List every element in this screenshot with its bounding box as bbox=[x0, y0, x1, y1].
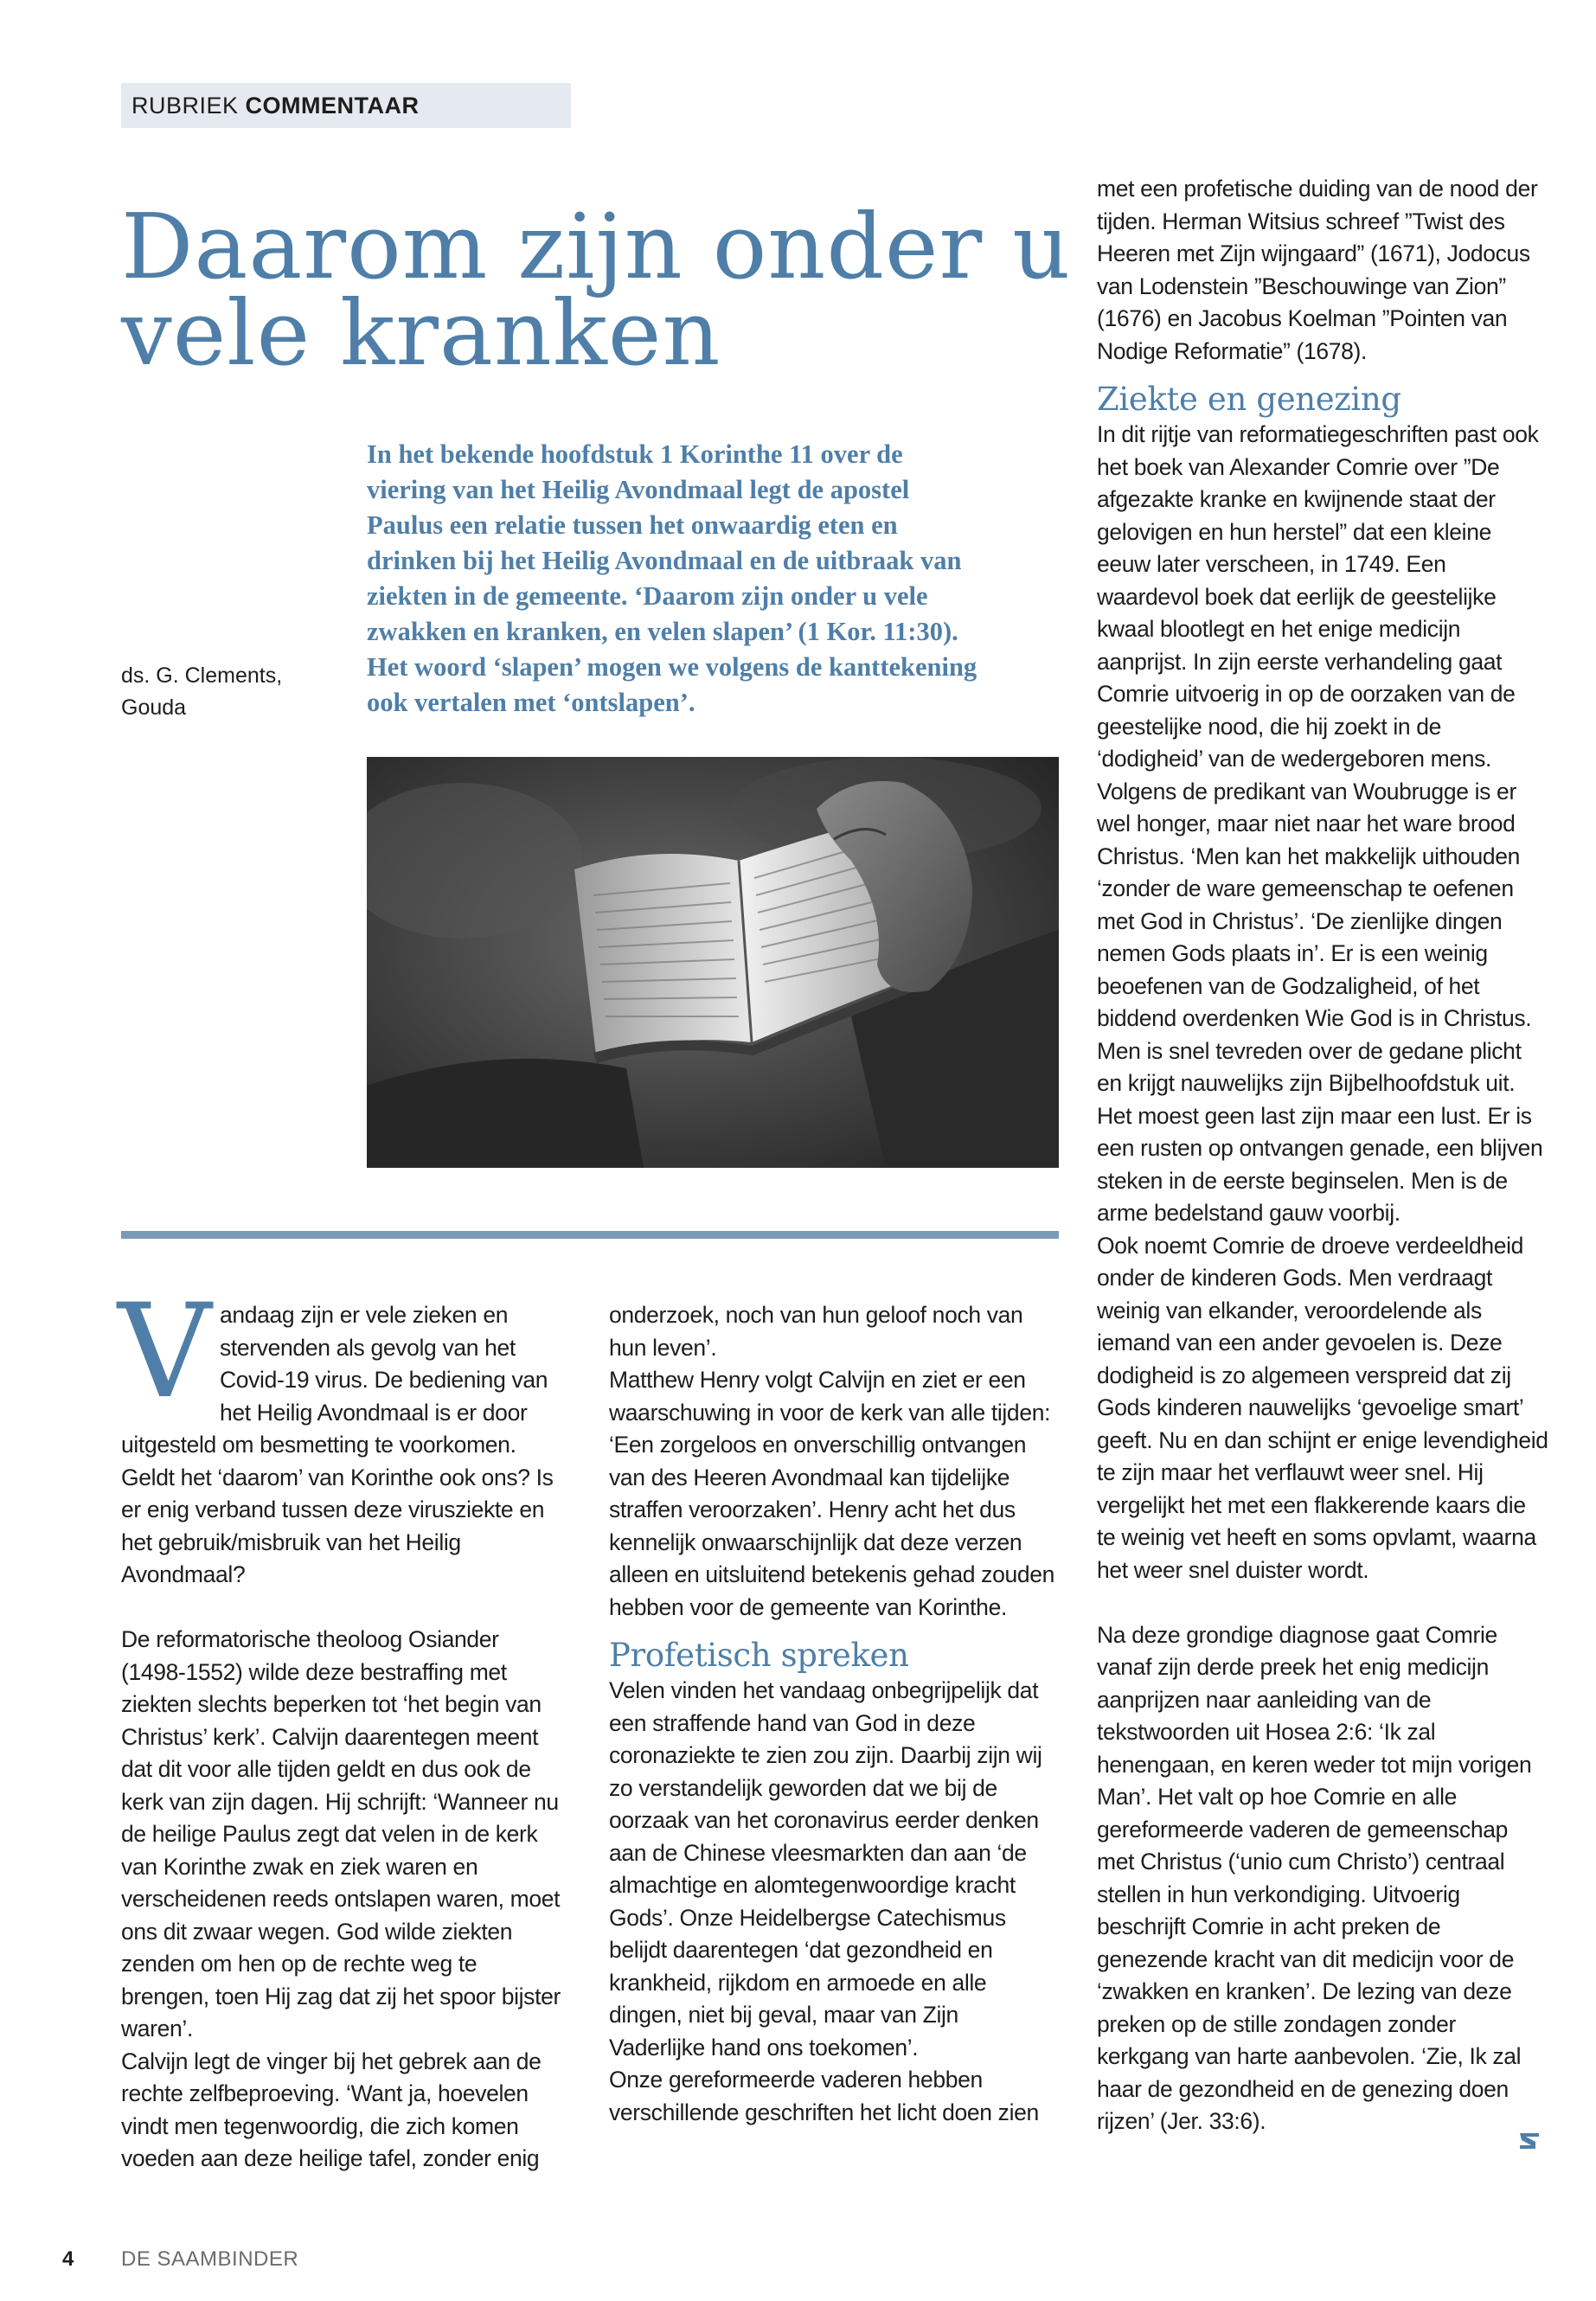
title-line-1: Daarom zijn onder u bbox=[121, 194, 1072, 299]
paragraph: In dit rijtje van reformatiegeschriften past ook het boek van Alexander Comrie over ”De afgezakte kranke en kwijnende staat der gelovigen en hun herstel” dat een kleine eeuw later verscheen, in 1749. Een waardevol boek dat eerlijk de geestelijke kwaal blootlegt en het enige medicijn aanprijst. In zijn eerste verhandeling gaat Comrie uitvoerig in op de oorzaken van de geestelijke nood, die hij zoekt in de ‘dodigheid’ van de wedergeboren mens. bbox=[1097, 421, 1539, 772]
paragraph: Onze gereformeerde vaderen hebben verschillende geschriften het licht doen zien bbox=[609, 2067, 1039, 2125]
paragraph: Matthew Henry volgt Calvijn en ziet er een waarschuwing in voor de kerk van alle tijden: ‘Een zorgeloos en onverschillig ontvangen van des Heeren Avondmaal kan tijdelijke straffen veroorzaken’. Henry acht het dus kennelijk onwaarschijnlijk dat deze verzen alleen en uitsluitend betekenis gehad zouden hebben voor de gemeente van Korinthe. bbox=[609, 1367, 1055, 1620]
page-number: 4 bbox=[62, 2247, 74, 2271]
lead-line: zwakken en kranken, en velen slapen’ (1 Kor. 11:30). bbox=[367, 617, 958, 646]
paragraph: onderzoek, noch van hun geloof noch van hun leven’. bbox=[609, 1302, 1023, 1361]
lead-line: In het bekende hoofdstuk 1 Korinthe 11 over de bbox=[367, 439, 903, 469]
section-heading: Profetisch spreken bbox=[609, 1637, 909, 1674]
paragraph: Calvijn legt de vinger bij het gebrek aan de rechte zelfbeproeving. ‘Want ja, hoevelen vindt men tegenwoordig, die zich komen voeden aan deze heilige tafel, zonder enig bbox=[121, 2048, 542, 2171]
paragraph-text: andaag zijn er vele zieken en stervenden als gevolg van het Covid-19 virus. De bediening van het Heilig Avondmaal is er door uitgesteld om besmetting te voorkomen. Geldt het ‘daarom’ van Korinthe ook ons? Is er enig verband tussen deze virusziekte en het gebruik/misbruik van het Heilig Avondmaal? bbox=[121, 1302, 554, 1587]
section-divider bbox=[121, 1231, 1059, 1239]
rubric-name: COMMENTAAR bbox=[245, 93, 420, 119]
author-name: ds. G. Clements, bbox=[121, 663, 283, 688]
magazine-name: DE SAAMBINDER bbox=[121, 2247, 299, 2271]
lead-line: drinken bij het Heilig Avondmaal en de uitbraak van bbox=[367, 546, 962, 575]
paragraph: Velen vinden het vandaag onbegrijpelijk dat een straffende hand van God in deze coronaziekte te zien zou zijn. Daarbij zijn wij zo verstandelijk geworden dat we bij de oorzaak van het coronavirus eerder denken aan de Chinese vleesmarkten dan aan ‘de almachtige en alomtegenwoordige kracht Gods’. Onze Heidelbergse Catechismus belijdt daarentegen ‘dat gezondheid en krankheid, rijkdom en armoede en alle dingen, niet bij geval, maar van Zijn Vaderlijke hand ons toekomen’. bbox=[609, 1677, 1042, 2061]
paragraph: Ook noemt Comrie de droeve verdeeldheid onder de kinderen Gods. Men verdraagt weinig van elkander, veroordelende als iemand van een ander gevoelen is. Deze dodigheid is zo algemeen verspreid dat zij Gods kinderen nauwelijks ‘gevoelige smart’ geeft. Nu en dan schijnt er enige levendigheid te zijn maar het verflauwt weer snel. Hij vergelijkt het met een flakkerende kaars die te weinig vet heeft en soms opvlamt, waarna het weer snel duister wordt. bbox=[1097, 1232, 1548, 1583]
lead-line: viering van het Heilig Avondmaal legt de apostel bbox=[367, 475, 910, 504]
lead-line: Het woord ‘slapen’ mogen we volgens de kanttekening bbox=[367, 652, 977, 682]
paragraph: Na deze grondige diagnose gaat Comrie vanaf zijn derde preek het enig medicijn aanprijzen naar aanleiding van de tekstwoorden uit Hosea 2:6: ‘Ik zal henengaan, en keren weder tot mijn vorigen Man’. Het valt op hoe Comrie en alle gereformeerde vaderen de gemeenschap met Christus (‘unio cum Christo’) centraal stellen in hun verkondiging. Uitvoerig beschrijft Comrie in acht preken de genezende kracht van dit medicijn voor de ‘zwakken en kranken’. De lezing van deze preken op de stille zondagen zonder kerkgang van harte aanbevolen. ‘Zie, Ik zal haar de gezondheid en de genezing doen rijzen’ (Jer. 33:6). bbox=[1097, 1621, 1532, 2134]
author-location: Gouda bbox=[121, 695, 187, 720]
rubric-label bbox=[121, 83, 571, 128]
text-column-1 bbox=[118, 1277, 569, 2176]
author-byline bbox=[121, 660, 320, 724]
drop-cap: V bbox=[118, 1277, 211, 1427]
paragraph-gap bbox=[121, 1592, 569, 1625]
lead-line: ziekten in de gemeente. ‘Daarom zijn onder u vele bbox=[367, 581, 928, 611]
paragraph: De reformatorische theoloog Osiander (1498-1552) wilde deze bestraffing met ziekten slechts beperken tot ‘het begin van Christus’ kerk’. Calvijn daarentegen meent dat dit voor alle tijden geldt en dus ook de kerk van zijn dagen. Hij schrijft: ‘Wanneer nu de heilige Paulus zegt dat velen in de kerk van Korinthe zwak en ziek waren en verscheidenen reeds ontslapen waren, moet ons dit zwaar wegen. God wilde ziekten zenden om hen op de rechte weg te brengen, toen Hij zag dat zij het spoor bijster waren’. bbox=[121, 1626, 561, 2041]
bible-photo bbox=[367, 757, 1059, 1168]
text-column-2 bbox=[609, 1299, 1059, 2129]
article-end-mark-icon bbox=[1518, 2131, 1541, 2150]
lead-line: ook vertalen met ‘ontslapen’. bbox=[367, 688, 695, 717]
article-lead bbox=[367, 437, 1059, 721]
paragraph bbox=[118, 1277, 569, 1592]
article-title bbox=[121, 194, 1073, 386]
text-column-3 bbox=[1097, 173, 1550, 2138]
title-line-2: vele kranken bbox=[121, 280, 721, 386]
paragraph: Volgens de predikant van Woubrugge is er wel honger, maar niet naar het ware brood Christus. ‘Men kan het makkelijk uithouden ‘zonder de ware gemeenschap te oefenen met God in Christus’. ‘De zienlijke dingen nemen Gods plaats in’. Er is een weinig beoefenen van de Godzaligheid, of het biddend overdenken Wie God is in Christus. Men is snel tevreden over de gedane plicht en krijgt nauwelijks zijn Bijbelhoofdstuk uit. Het moest geen last zijn maar een lust. Er is een rusten op ontvangen genade, een blijven steken in de eerste beginselen. Men is de arme bedelstand gauw voorbij. bbox=[1097, 778, 1543, 1226]
section-heading: Ziekte en genezing bbox=[1097, 381, 1401, 418]
rubric-prefix: RUBRIEK bbox=[131, 93, 239, 119]
paragraph: met een profetische duiding van de nood der tijden. Herman Witsius schreef ”Twist des Heeren met Zijn wijngaard” (1671), Jodocus van Lodenstein ”Beschouwinge van Zion” (1676) en Jacobus Koelman ”Pointen van Nodige Reformatie” (1678). bbox=[1097, 176, 1538, 364]
lead-line: Paulus een relatie tussen het onwaardig eten en bbox=[367, 510, 898, 540]
paragraph-gap bbox=[1097, 1586, 1550, 1619]
